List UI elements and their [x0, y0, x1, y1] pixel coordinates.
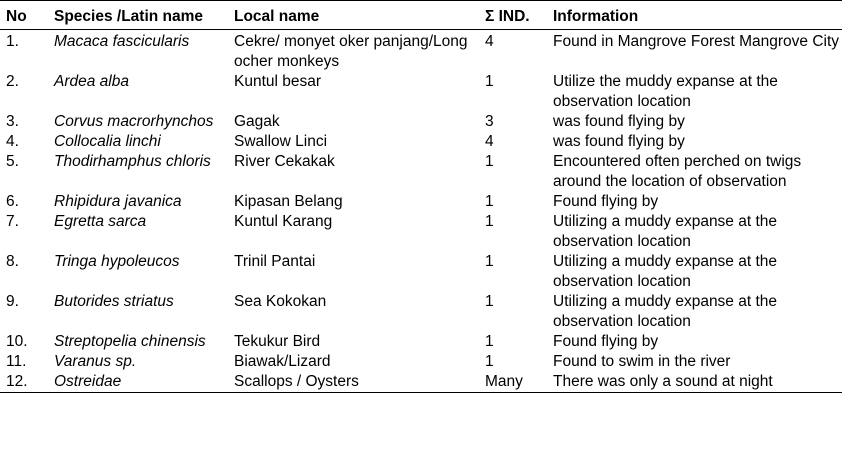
- cell-local-name: Biawak/Lizard: [234, 353, 331, 370]
- cell-species: Macaca fascicularis: [54, 33, 190, 50]
- cell-count: 1: [485, 293, 494, 310]
- cell-no: 9.: [6, 293, 19, 310]
- cell-species: Ostreidae: [54, 373, 122, 390]
- cell-information: Found flying by: [553, 333, 659, 350]
- cell-information: Found to swim in the river: [553, 353, 731, 370]
- cell-species: Corvus macrorhynchos: [54, 113, 214, 130]
- cell-species: Tringa hypoleucos: [54, 253, 180, 270]
- table-row: [0, 112, 842, 132]
- cell-count: 1: [485, 153, 494, 170]
- cell-information: Utilizing a muddy expanse at the observation location: [553, 213, 778, 250]
- cell-local-name: Trinil Pantai: [234, 253, 316, 270]
- cell-no: 6.: [6, 193, 19, 210]
- cell-count: 3: [485, 113, 494, 130]
- cell-no: 10.: [6, 333, 28, 350]
- cell-count: 1: [485, 193, 494, 210]
- cell-information: Utilizing a muddy expanse at the observation location: [553, 253, 778, 290]
- cell-information: Found in Mangrove Forest Mangrove City: [553, 33, 840, 50]
- cell-count: 1: [485, 73, 494, 90]
- cell-information: was found flying by: [553, 133, 685, 150]
- cell-information: Found flying by: [553, 193, 659, 210]
- cell-count: 4: [485, 133, 494, 150]
- cell-local-name: Tekukur Bird: [234, 333, 321, 350]
- header-row: [0, 1, 842, 30]
- cell-species: Streptopelia chinensis: [54, 333, 206, 350]
- header-count: Σ IND.: [485, 8, 530, 25]
- cell-local-name: Cekre/ monyet oker panjang/Long ocher monkeys: [234, 33, 468, 70]
- cell-no: 3.: [6, 113, 19, 130]
- table-row: [0, 252, 842, 292]
- cell-count: Many: [485, 373, 523, 390]
- cell-information: Encountered often perched on twigs around the location of observation: [553, 153, 802, 190]
- cell-species: Egretta sarca: [54, 213, 147, 230]
- cell-information: There was only a sound at night: [553, 373, 773, 390]
- cell-species: Rhipidura javanica: [54, 193, 182, 210]
- cell-no: 2.: [6, 73, 19, 90]
- header-information: Information: [553, 8, 639, 25]
- cell-species: Butorides striatus: [54, 293, 174, 310]
- cell-information: Utilizing a muddy expanse at the observation location: [553, 293, 778, 330]
- cell-no: 8.: [6, 253, 19, 270]
- header-species: Species /Latin name: [54, 8, 204, 25]
- table-row: [0, 372, 842, 393]
- header-no: No: [6, 8, 27, 25]
- table-row: [0, 352, 842, 372]
- cell-local-name: Kuntul besar: [234, 73, 322, 90]
- table-row: [0, 212, 842, 252]
- cell-species: Varanus sp.: [54, 353, 137, 370]
- cell-no: 12.: [6, 373, 28, 390]
- cell-species: Ardea alba: [54, 73, 129, 90]
- cell-count: 1: [485, 333, 494, 350]
- table-row: [0, 292, 842, 332]
- table-row: [0, 72, 842, 112]
- table-row: [0, 132, 842, 152]
- cell-local-name: Scallops / Oysters: [234, 373, 359, 390]
- table-row: [0, 192, 842, 212]
- cell-information: Utilize the muddy expanse at the observation location: [553, 73, 778, 110]
- cell-no: 5.: [6, 153, 19, 170]
- cell-count: 4: [485, 33, 494, 50]
- cell-count: 1: [485, 253, 494, 270]
- cell-species: Thodirhamphus chloris: [54, 153, 211, 170]
- table-row: [0, 30, 842, 73]
- cell-no: 4.: [6, 133, 19, 150]
- cell-count: 1: [485, 213, 494, 230]
- cell-information: was found flying by: [553, 113, 685, 130]
- cell-count: 1: [485, 353, 494, 370]
- cell-local-name: Swallow Linci: [234, 133, 328, 150]
- cell-local-name: Kuntul Karang: [234, 213, 333, 230]
- cell-local-name: Sea Kokokan: [234, 293, 327, 310]
- cell-no: 7.: [6, 213, 19, 230]
- header-local-name: Local name: [234, 8, 320, 25]
- table-row: [0, 332, 842, 352]
- cell-local-name: River Cekakak: [234, 153, 335, 170]
- cell-no: 1.: [6, 33, 19, 50]
- cell-local-name: Gagak: [234, 113, 280, 130]
- cell-species: Collocalia linchi: [54, 133, 161, 150]
- cell-local-name: Kipasan Belang: [234, 193, 343, 210]
- table-row: [0, 152, 842, 192]
- cell-no: 11.: [6, 353, 27, 370]
